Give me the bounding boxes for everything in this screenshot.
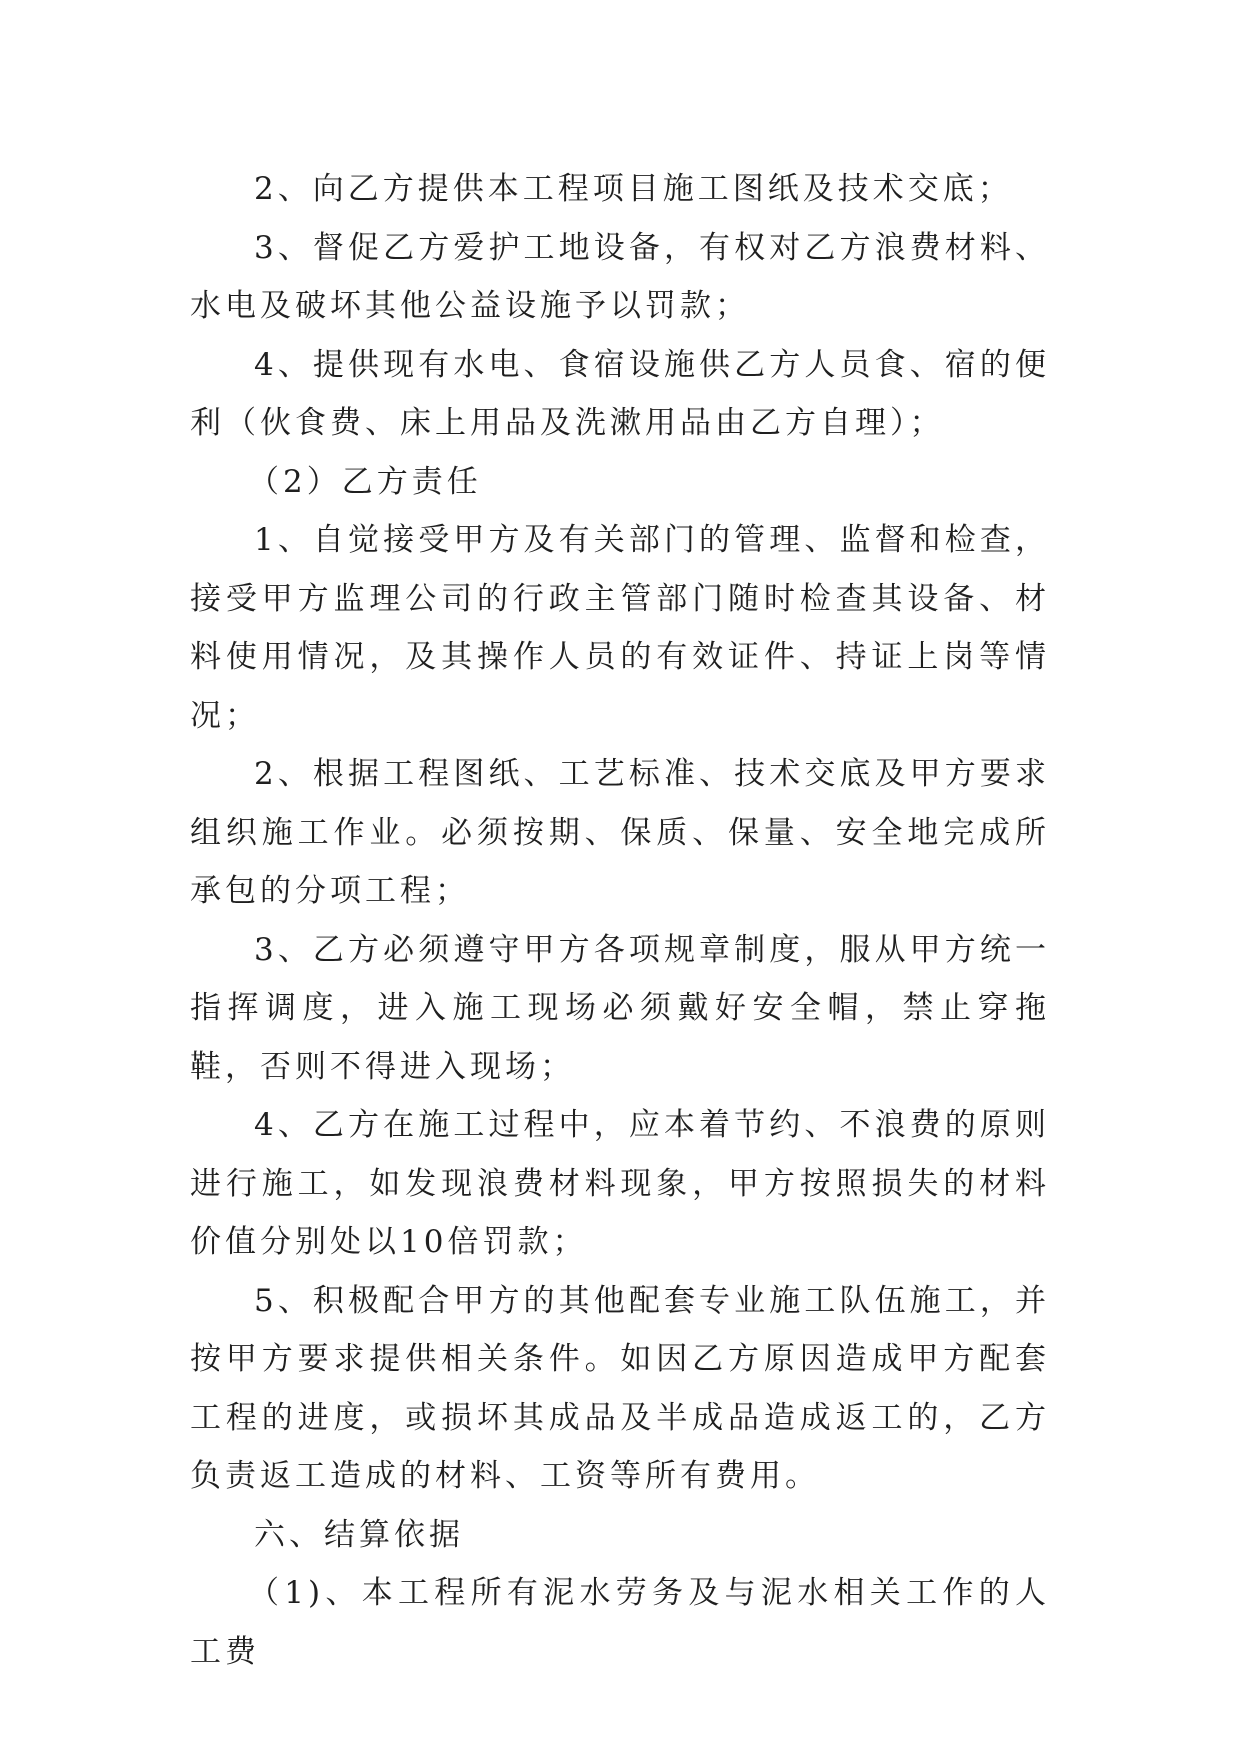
paragraph-settlement-labor: （1)、本工程所有泥水劳务及与泥水相关工作的人工费 xyxy=(190,1575,1050,1670)
paragraph-party-a-facilities: 4、提供现有水电、食宿设施供乙方人员食、宿的便利（伙食费、床上用品及洗漱用品由乙方自理）； xyxy=(190,346,1050,441)
paragraph-party-b-inspection: 1、自觉接受甲方及有关部门的管理、监督和检查，接受甲方监理公司的行政主管部门随时检查其设备、材料使用情况，及其操作人员的有效证件、持证上岗等情况； xyxy=(190,522,1050,734)
paragraph-party-b-saving: 4、乙方在施工过程中，应本着节约、不浪费的原则进行施工，如发现浪费材料现象，甲方按照损失的材料价值分别处以10倍罚款； xyxy=(190,1107,1050,1260)
paragraph-party-a-drawings: 2、向乙方提供本工程项目施工图纸及技术交底； xyxy=(254,171,1013,207)
paragraph-party-b-cooperation: 5、积极配合甲方的其他配套专业施工队伍施工，并按甲方要求提供相关条件。如因乙方原因造成甲方配套工程的进度，或损坏其成品及半成品造成返工的，乙方负责返工造成的材料、工资等所有费用。 xyxy=(190,1282,1050,1494)
section-heading-party-b: （2）乙方责任 xyxy=(248,463,482,500)
paragraph-party-a-supervise: 3、督促乙方爱护工地设备，有权对乙方浪费材料、水电及破坏其他公益设施予以罚款； xyxy=(190,229,1050,324)
document-body xyxy=(190,160,1050,1681)
paragraph-party-b-construction: 2、根据工程图纸、工艺标准、技术交底及甲方要求组织施工作业。必须按期、保质、保量、安全地完成所承包的分项工程； xyxy=(190,756,1050,909)
paragraph-party-b-rules: 3、乙方必须遵守甲方各项规章制度，服从甲方统一指挥调度，进入施工现场必须戴好安全帽，禁止穿拖鞋，否则不得进入现场； xyxy=(190,931,1050,1085)
section-heading-settlement: 六、结算依据 xyxy=(254,1516,464,1553)
